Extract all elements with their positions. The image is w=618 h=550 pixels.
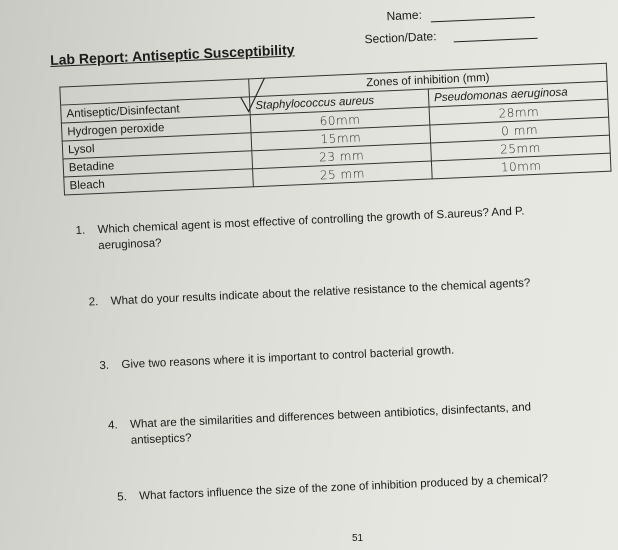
page-number: 51 — [352, 533, 364, 544]
col-staph-header: Staphylococcus aureus — [249, 89, 429, 115]
col-pseudo-header: Pseudomonas aeruginosa — [428, 81, 608, 107]
question-4 — [108, 399, 532, 449]
pseudo-value: 28mm — [429, 99, 609, 125]
staph-value: 25 mm — [253, 161, 433, 187]
question-number: 1. — [75, 224, 86, 238]
question-number: 3. — [99, 359, 110, 373]
col-agent-header: Antiseptic/Disinfectant — [61, 97, 251, 123]
question-text: Which chemical agent is most effective of controlling the growth of S.aureus? And P. — [97, 205, 525, 237]
handwritten-check-mark-icon — [237, 75, 269, 116]
question-5 — [117, 471, 548, 506]
staph-value: 15mm — [251, 125, 431, 151]
section-date-line — [454, 38, 538, 43]
question-number: 5. — [117, 491, 128, 504]
name-label: Name: — [386, 7, 423, 24]
page-title: Lab Report: Antiseptic Susceptibility — [49, 41, 295, 68]
question-1 — [75, 203, 525, 255]
question-3 — [99, 343, 454, 374]
question-text: What do your results indicate about the relative resistance to the chemical agents? — [110, 277, 531, 308]
question-2 — [88, 275, 530, 310]
section-date-label: Section/Date: — [364, 29, 437, 47]
pseudo-value: 25mm — [431, 135, 611, 161]
agent-cell: Bleach — [64, 169, 254, 195]
question-number: 4. — [107, 419, 118, 432]
question-number: 2. — [88, 296, 99, 309]
zones-header: Zones of inhibition (mm) — [249, 63, 607, 97]
question-text: What factors influence the size of the zone of inhibition produced by a chemical? — [139, 472, 549, 503]
results-table — [59, 63, 611, 196]
staph-value: 23 mm — [252, 143, 432, 169]
agent-cell: Hydrogen peroxide — [61, 115, 251, 141]
name-line — [431, 17, 535, 23]
question-text: Give two reasons where it is important to control bacterial growth. — [121, 344, 455, 372]
agent-cell: Betadine — [63, 151, 253, 177]
question-text: What are the similarities and differences between antibiotics, disinfectants, and — [129, 401, 532, 431]
staph-value: 60mm — [250, 107, 430, 133]
pseudo-value: 10mm — [431, 153, 611, 179]
question-text-cont: aeruginosa? — [98, 237, 162, 253]
question-text-cont: antiseptics? — [130, 432, 192, 447]
pseudo-value: 0 mm — [430, 117, 610, 143]
agent-cell: Lysol — [62, 133, 252, 159]
